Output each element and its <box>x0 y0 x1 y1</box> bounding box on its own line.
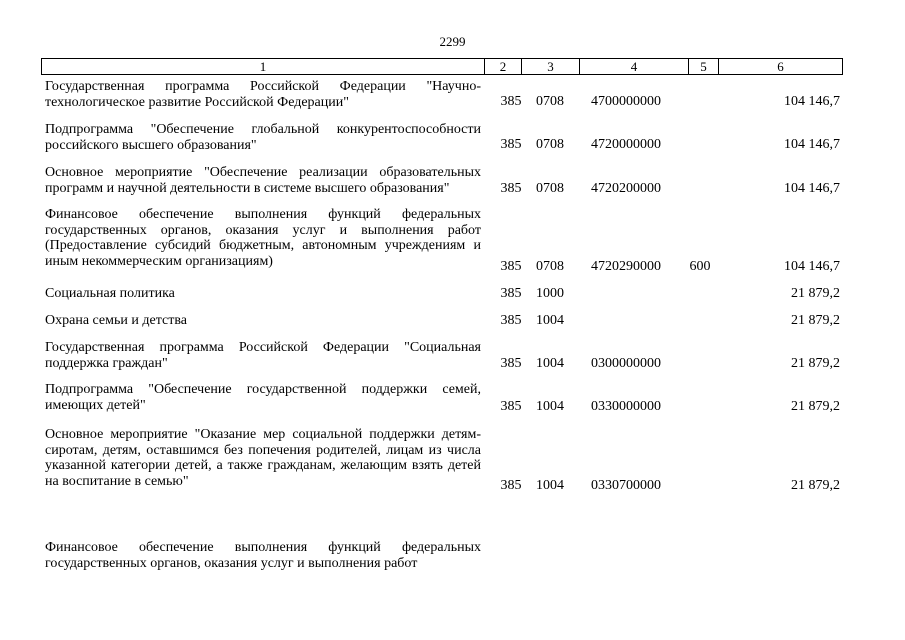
row-description: Основное мероприятие "Обеспечение реализации образовательных программ и научной деятельности в системе высшего образования" <box>45 165 481 196</box>
column-header-6: 6 <box>719 59 843 75</box>
row-description: Государственная программа Российской Федерации "Социальная поддержка граждан" <box>45 340 481 371</box>
row-description: Государственная программа Российской Федерации "Научно-технологическое развитие Российской Федерации" <box>45 79 481 110</box>
table-row <box>45 382 845 414</box>
cell-amount: 104 146,7 <box>784 181 840 196</box>
row-description: Социальная политика <box>45 286 175 301</box>
cell-target-article: 0300000000 <box>591 356 661 371</box>
table-row <box>45 340 845 372</box>
cell-section: 0708 <box>536 259 564 274</box>
cell-target-article: 0330700000 <box>591 478 661 493</box>
table-row <box>45 427 845 491</box>
cell-amount: 21 879,2 <box>791 286 840 301</box>
row-description: Финансовое обеспечение выполнения функций федеральных государственных органов, оказания услуг и выполнения работ (Предоставление субсидий бюджетным, автономным учреждениям и иным некоммерческим организациям) <box>45 207 481 269</box>
cell-amount: 21 879,2 <box>791 478 840 493</box>
cell-section: 0708 <box>536 94 564 109</box>
column-header-3: 3 <box>522 59 580 75</box>
cell-ministry: 385 <box>500 356 522 371</box>
cell-ministry: 385 <box>500 259 522 274</box>
cell-amount: 104 146,7 <box>784 137 840 152</box>
cell-target-article: 4720290000 <box>591 259 661 274</box>
table-row <box>45 79 845 111</box>
table-row <box>45 540 845 572</box>
cell-ministry: 385 <box>500 313 522 328</box>
cell-ministry: 385 <box>500 286 522 301</box>
page-number: 2299 <box>439 34 466 49</box>
cell-section: 0708 <box>536 181 564 196</box>
table-row <box>45 286 845 302</box>
row-description: Охрана семьи и детства <box>45 313 187 328</box>
cell-section: 1000 <box>536 286 564 301</box>
cell-ministry: 385 <box>500 399 522 414</box>
cell-ministry: 385 <box>500 94 522 109</box>
row-description: Финансовое обеспечение выполнения функций федеральных государственных органов, оказания услуг и выполнения работ <box>45 540 481 571</box>
row-description: Основное мероприятие "Оказание мер социальной поддержки детям-сиротам, детям, оставшимся без попечения родителей, лицам из числа указанной категории детей, а также гражданам, желающим взять детей на воспитание в семью" <box>45 427 481 489</box>
row-description: Подпрограмма "Обеспечение государственной поддержки семей, имеющих детей" <box>45 382 481 413</box>
cell-amount: 21 879,2 <box>791 356 840 371</box>
table-header <box>41 58 843 75</box>
column-header-5: 5 <box>689 59 719 75</box>
cell-ministry: 385 <box>500 137 522 152</box>
column-header-4: 4 <box>580 59 689 75</box>
row-description: Подпрограмма "Обеспечение глобальной конкурентоспособности российского высшего образования" <box>45 122 481 153</box>
cell-target-article: 0330000000 <box>591 399 661 414</box>
cell-target-article: 4720000000 <box>591 137 661 152</box>
cell-target-article: 4720200000 <box>591 181 661 196</box>
cell-section: 1004 <box>536 356 564 371</box>
cell-amount: 104 146,7 <box>784 94 840 109</box>
column-header-2: 2 <box>485 59 522 75</box>
table-row <box>45 122 845 154</box>
cell-ministry: 385 <box>500 478 522 493</box>
column-header-1: 1 <box>42 59 485 75</box>
cell-section: 0708 <box>536 137 564 152</box>
table-row <box>45 313 845 329</box>
cell-amount: 21 879,2 <box>791 313 840 328</box>
cell-amount: 21 879,2 <box>791 399 840 414</box>
cell-section: 1004 <box>536 478 564 493</box>
cell-amount: 104 146,7 <box>784 259 840 274</box>
table-row <box>45 207 845 274</box>
cell-ministry: 385 <box>500 181 522 196</box>
cell-section: 1004 <box>536 399 564 414</box>
table-row <box>45 165 845 197</box>
cell-section: 1004 <box>536 313 564 328</box>
cell-expense-type: 600 <box>689 259 711 274</box>
cell-target-article: 4700000000 <box>591 94 661 109</box>
